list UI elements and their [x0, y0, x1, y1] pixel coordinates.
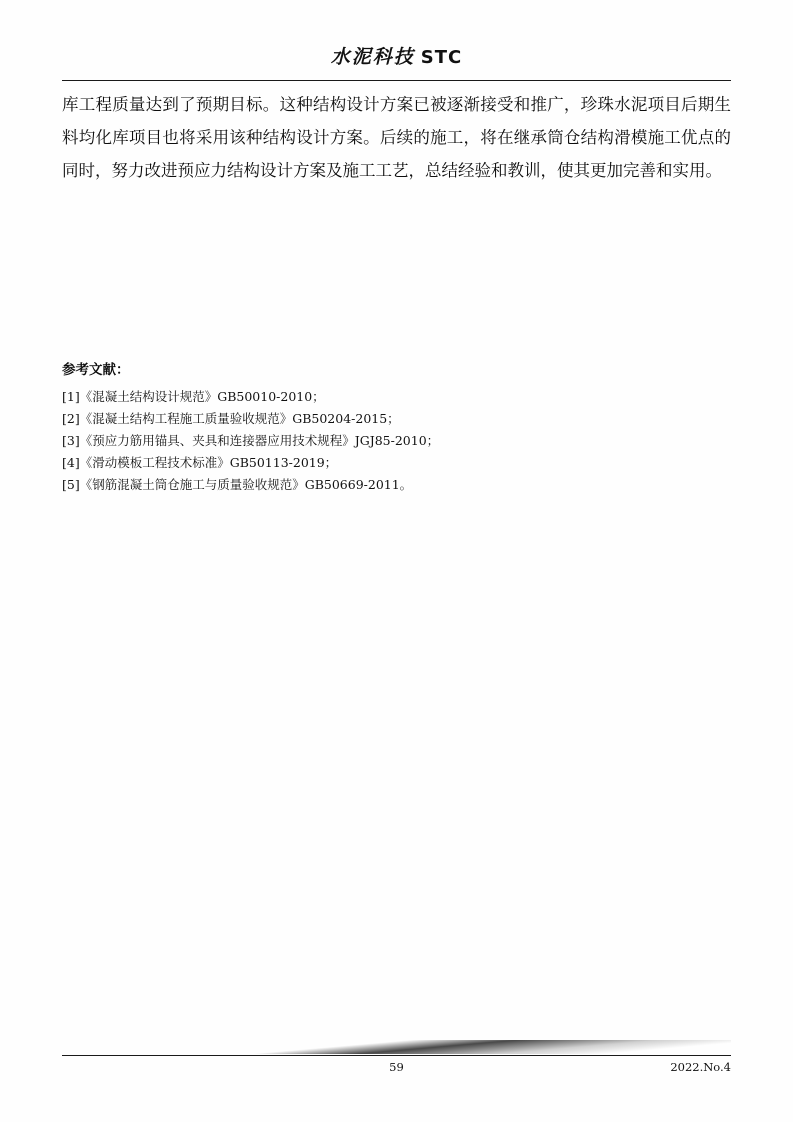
issue-label: 2022.No.4 — [670, 1060, 731, 1074]
list-item: [1]《混凝土结构设计规范》GB50010-2010； — [62, 389, 325, 404]
list-item: [2]《混凝土结构工程施工质量验收规范》GB50204-2015； — [62, 411, 400, 426]
journal-title-abbr: STC — [420, 47, 463, 68]
list-item: [5]《钢筋混凝土筒仓施工与质量验收规范》GB50669-2011。 — [62, 477, 413, 492]
header-divider — [62, 80, 731, 81]
page-header — [62, 42, 731, 69]
footer-divider-area — [62, 1040, 731, 1058]
journal-title — [62, 42, 731, 69]
references-heading: 参考文献： — [62, 362, 130, 378]
list-item: [3]《预应力筋用锚具、夹具和连接器应用技术规程》JGJ85-2010； — [62, 433, 440, 448]
footer-divider — [62, 1055, 731, 1056]
page-number: 59 — [389, 1060, 404, 1074]
references-section — [62, 358, 731, 496]
list-item: [4]《滑动模板工程技术标准》GB50113-2019； — [62, 455, 338, 470]
page-footer — [62, 1060, 731, 1080]
journal-title-cn: 水泥科技 — [330, 46, 415, 68]
scan-smudge — [62, 1040, 731, 1054]
body-paragraph: 库工程质量达到了预期目标。这种结构设计方案已被逐渐接受和推广，珍珠水泥项目后期生料均化库项目也将采用该种结构设计方案。后续的施工，将在继承筒仓结构滑模施工优点的同时，努力改进预应力结构设计方案及施工工艺，总结经验和教训，使其更加完善和实用。 — [62, 95, 731, 180]
